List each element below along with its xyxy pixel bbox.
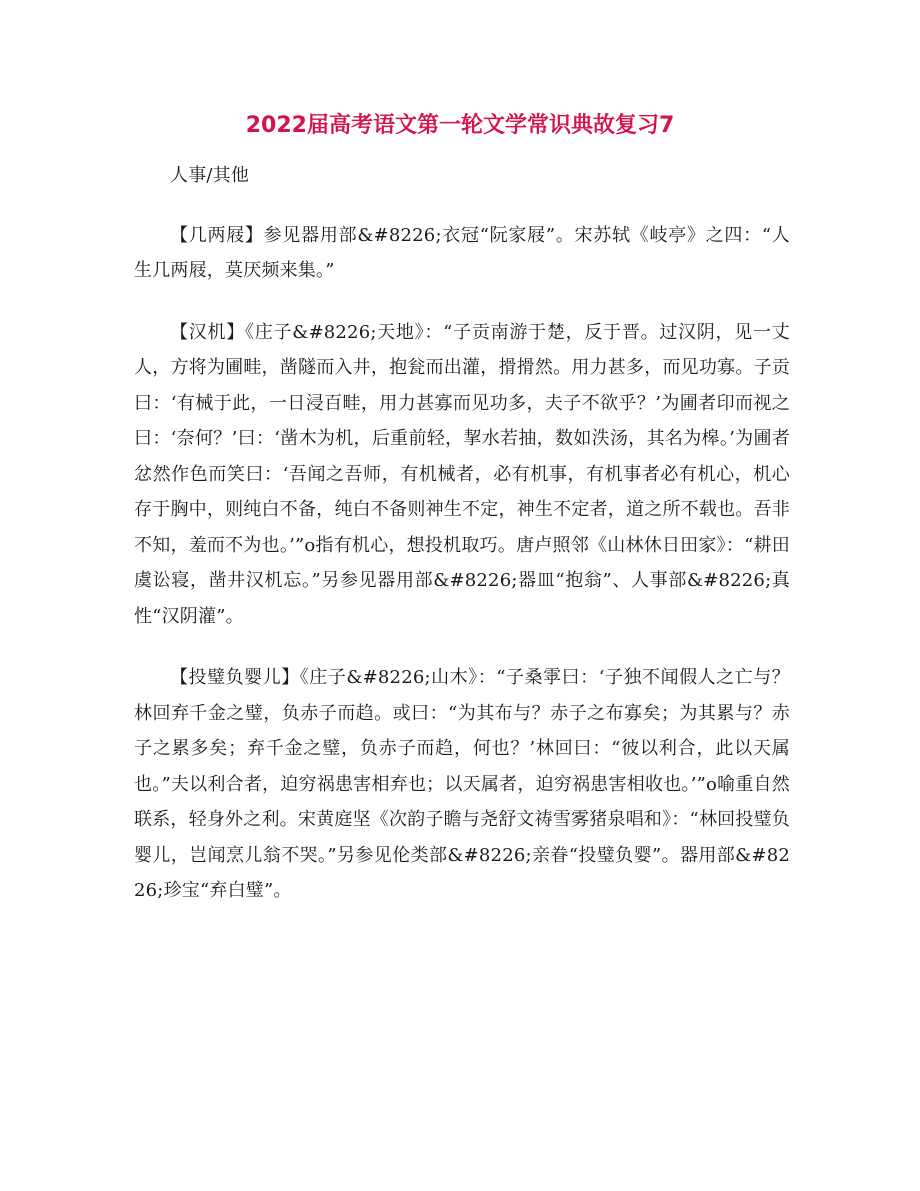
paragraph-tou-bi-fu-ying-er: 【投璧负婴儿】《庄子&#8226;山木》：“子桑雽曰：‘子独不闻假人之亡与？林回弃千金之璧，负赤子而趋。或曰：“为其布与？赤子之布寡矣；为其累与？赤子之累多矣；弃千金之璧，负赤子而趋，何也？’林回曰：“彼以利合，此以天属也。”夫以利合者，迫穷祸患害相弃也；以天属者，迫穷祸患害相收也。’”ο喻重自然联系，轻身外之利。宋黄庭坚《次韵子瞻与尧舒文祷雪雾猪泉唱和》：“林回投璧负婴儿，岂闻烹儿翁不哭。”另参见伦类部&#8226;亲眷“投璧负婴”。器用部&#8226;珍宝“弃白璧”。 [134, 667, 790, 901]
paragraph-ji-liang-ji: 【几两屐】参见器用部&#8226;衣冠“阮家屐”。宋苏轼《岐亭》之四：“人生几两屐，莫厌频来集。” [134, 224, 790, 281]
document-title: 2022届高考语文第一轮文学常识典故复习7 [245, 113, 675, 138]
document-body [134, 158, 790, 935]
section-label: 人事/其他 [170, 165, 250, 186]
paragraph-han-ji: 【汉机】《庄子&#8226;天地》：“子贡南游于楚，反于晋。过汉阴，见一丈人，方将为圃畦，凿隧而入井，抱瓮而出灌，搰搰然。用力甚多，而见功寡。子贡曰：‘有械于此，一日浸百畦，用力甚寡而见功多，夫子不欲乎？’为圃者印而视之曰：‘奈何？’曰：‘凿木为机，后重前轻，挈水若抽，数如泆汤，其名为槔。’为圃者忿然作色而笑曰：‘吾闻之吾师，有机械者，必有机事，有机事者必有机心，机心存于胸中，则纯白不备，纯白不备则神生不定，神生不定者，道之所不载也。吾非不知，羞而不为也。’”ο指有机心，想投机取巧。唐卢照邻《山林休日田家》：“耕田虞讼寝，凿井汉机忘。”另参见器用部&#8226;器皿“抱翁”、人事部&#8226;真性“汉阴灌”。 [134, 321, 790, 627]
